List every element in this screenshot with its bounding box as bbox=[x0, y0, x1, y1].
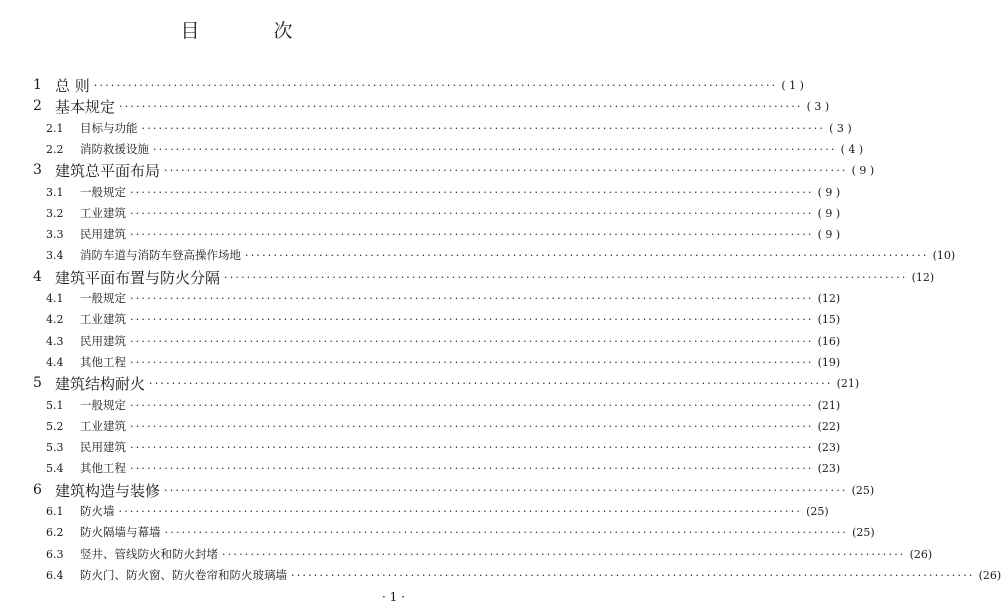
toc-entry-page: (26) bbox=[978, 568, 1001, 582]
toc-entry[interactable] bbox=[0, 330, 841, 352]
toc-entry[interactable] bbox=[0, 159, 875, 181]
toc-entry-number: 4.4 bbox=[46, 355, 64, 369]
dot-leader: ························································································································ bbox=[245, 248, 929, 262]
dot-leader: ························································································································ bbox=[222, 547, 906, 561]
toc-entry-page: ( 9 ) bbox=[817, 185, 841, 199]
toc-entry[interactable] bbox=[0, 500, 829, 522]
toc-entry[interactable] bbox=[0, 479, 875, 501]
toc-entry-page: ( 4 ) bbox=[840, 142, 864, 156]
toc-entry[interactable] bbox=[0, 223, 841, 245]
toc-entry-number: 4.1 bbox=[46, 291, 64, 305]
toc-entry[interactable] bbox=[0, 95, 830, 117]
toc-entry-number: 2.2 bbox=[46, 142, 64, 156]
toc-entry-number: 3.2 bbox=[46, 206, 64, 220]
toc-entry-title: 竖井、管线防火和防火封堵 bbox=[80, 547, 218, 561]
toc-entry-number: 5.2 bbox=[46, 419, 64, 433]
toc-entry-title: 建筑构造与装修 bbox=[55, 481, 161, 500]
toc-entry-number: 5.4 bbox=[46, 461, 64, 475]
toc-entry-number: 5 bbox=[33, 375, 42, 391]
toc-entry-page: (12) bbox=[911, 270, 935, 284]
toc-entry-page: (23) bbox=[817, 440, 841, 454]
dot-leader: ························································································································ bbox=[291, 568, 975, 582]
toc-entry[interactable] bbox=[0, 266, 935, 288]
dot-leader: ························································································································ bbox=[130, 419, 814, 433]
toc-entry[interactable] bbox=[0, 415, 841, 437]
toc-entry-title: 消防救援设施 bbox=[80, 142, 149, 156]
toc-entry-title: 消防车道与消防车登高操作场地 bbox=[80, 248, 241, 262]
toc-entry-title: 民用建筑 bbox=[80, 227, 126, 241]
toc-entry-page: (21) bbox=[817, 398, 841, 412]
toc-entry-page: (10) bbox=[932, 248, 956, 262]
toc-entry-number: 3.3 bbox=[46, 227, 64, 241]
toc-entry-number: 4.2 bbox=[46, 312, 64, 326]
dot-leader: ························································································································ bbox=[141, 121, 826, 135]
dot-leader: ························································································································ bbox=[130, 334, 814, 348]
toc-entry[interactable] bbox=[0, 244, 956, 266]
toc-entry-page: ( 9 ) bbox=[817, 227, 841, 241]
dot-leader: ························································································································ bbox=[130, 312, 814, 326]
toc-entry-page: (23) bbox=[817, 461, 841, 475]
toc-entry-title: 工业建筑 bbox=[80, 312, 126, 326]
toc-entry-title: 一般规定 bbox=[80, 398, 126, 412]
toc-entry-page: (25) bbox=[852, 525, 875, 539]
toc-entry-title: 一般规定 bbox=[80, 185, 126, 199]
toc-entry-page: (12) bbox=[817, 291, 841, 305]
dot-leader: ························································································································ bbox=[130, 440, 814, 454]
toc-entry-title: 其他工程 bbox=[80, 355, 126, 369]
toc-entry-number: 6.1 bbox=[46, 504, 64, 518]
dot-leader: ························································································································ bbox=[118, 504, 803, 518]
toc-entry[interactable] bbox=[0, 138, 864, 160]
dot-leader: ························································································································ bbox=[130, 206, 814, 220]
toc-entry-title: 防火墙 bbox=[80, 504, 115, 518]
toc-entry-title: 防火隔墙与幕墙 bbox=[80, 525, 161, 539]
toc-entry-title: 一般规定 bbox=[80, 291, 126, 305]
toc-entry[interactable] bbox=[0, 564, 1001, 586]
toc-entry[interactable] bbox=[0, 394, 841, 416]
toc-entry-title: 防火门、防火窗、防火卷帘和防火玻璃墙 bbox=[80, 568, 287, 582]
toc-entry-title: 工业建筑 bbox=[80, 419, 126, 433]
page-folio: · 1 · bbox=[382, 590, 405, 604]
toc-entry[interactable] bbox=[0, 436, 841, 458]
toc-entry-page: (25) bbox=[806, 504, 829, 518]
toc-entry-page: ( 9 ) bbox=[817, 206, 841, 220]
dot-leader: ························································································································ bbox=[224, 270, 908, 284]
toc-entry-page: ( 3 ) bbox=[829, 121, 852, 135]
dot-leader: ························································································································ bbox=[130, 227, 814, 241]
toc-entry-page: (16) bbox=[817, 334, 841, 348]
dot-leader: ························································································································ bbox=[164, 525, 849, 539]
toc-entry-page: ( 1 ) bbox=[781, 78, 804, 92]
toc-entry-page: (22) bbox=[817, 419, 841, 433]
toc-entry-number: 6.2 bbox=[46, 525, 64, 539]
toc-entry[interactable] bbox=[0, 181, 841, 203]
toc-entry-title: 建筑结构耐火 bbox=[55, 374, 146, 393]
toc-entry[interactable] bbox=[0, 308, 841, 330]
toc-entry-number: 2 bbox=[33, 98, 42, 114]
dot-leader: ························································································································ bbox=[130, 461, 814, 475]
toc-entry-number: 3 bbox=[33, 162, 42, 178]
toc-entry[interactable] bbox=[0, 372, 860, 394]
toc-entry-title: 其他工程 bbox=[80, 461, 126, 475]
dot-leader: ························································································································ bbox=[164, 163, 848, 177]
toc-entry-page: (21) bbox=[836, 376, 860, 390]
toc-entry-number: 2.1 bbox=[46, 121, 64, 135]
toc-entry[interactable] bbox=[0, 351, 841, 373]
toc-entry-page: ( 3 ) bbox=[806, 99, 830, 113]
dot-leader: ························································································································ bbox=[130, 355, 814, 369]
toc-entry-number: 5.3 bbox=[46, 440, 64, 454]
toc-entry-title: 民用建筑 bbox=[80, 334, 126, 348]
toc-entry[interactable] bbox=[0, 521, 875, 543]
dot-leader: ························································································································ bbox=[130, 291, 814, 305]
toc-entry-number: 4.3 bbox=[46, 334, 64, 348]
toc-entry[interactable] bbox=[0, 543, 933, 565]
toc-entry-page: (26) bbox=[909, 547, 933, 561]
dot-leader: ························································································································ bbox=[119, 99, 803, 113]
toc-entry-page: ( 9 ) bbox=[851, 163, 875, 177]
toc-entry-number: 5.1 bbox=[46, 398, 64, 412]
toc-entry-title: 总 则 bbox=[55, 76, 90, 95]
toc-entry-number: 3.4 bbox=[46, 248, 64, 262]
toc-entry-title: 工业建筑 bbox=[80, 206, 126, 220]
toc-entry-number: 6.4 bbox=[46, 568, 64, 582]
toc-entry[interactable] bbox=[0, 117, 852, 139]
dot-leader: ························································································································ bbox=[153, 142, 837, 156]
page-title: 目 次 bbox=[180, 20, 327, 42]
dot-leader: ························································································································ bbox=[93, 78, 778, 92]
toc-entry[interactable] bbox=[0, 287, 841, 309]
toc-entry[interactable] bbox=[0, 202, 841, 224]
toc-entry[interactable] bbox=[0, 457, 841, 479]
toc-entry-title: 建筑平面布置与防火分隔 bbox=[55, 268, 221, 287]
toc-entry-number: 6 bbox=[33, 482, 42, 498]
toc-entry-number: 3.1 bbox=[46, 185, 64, 199]
dot-leader: ························································································································ bbox=[130, 185, 814, 199]
toc-entry-title: 目标与功能 bbox=[80, 121, 138, 135]
toc-entry-number: 4 bbox=[33, 269, 42, 285]
dot-leader: ························································································································ bbox=[164, 483, 848, 497]
toc-entry-title: 民用建筑 bbox=[80, 440, 126, 454]
toc-entry-title: 建筑总平面布局 bbox=[55, 161, 161, 180]
toc-entry-title: 基本规定 bbox=[55, 97, 116, 116]
toc-entry-number: 6.3 bbox=[46, 547, 64, 561]
dot-leader: ························································································································ bbox=[130, 398, 814, 412]
toc-entry-page: (25) bbox=[851, 483, 875, 497]
toc-entry-number: 1 bbox=[33, 77, 42, 93]
dot-leader: ························································································································ bbox=[149, 376, 833, 390]
toc-entry-page: (19) bbox=[817, 355, 841, 369]
toc-entry-page: (15) bbox=[817, 312, 841, 326]
toc-entry[interactable] bbox=[0, 74, 804, 96]
